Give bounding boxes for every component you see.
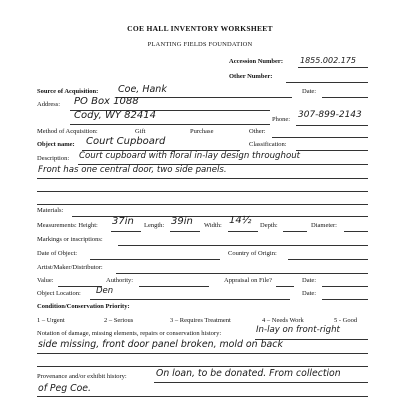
notation-label: Notation of damage, missing elements, repairs or conservation history: [37,330,222,337]
description-line-4 [37,204,368,205]
accession-line [298,67,368,68]
object-name-value: Court Cupboard [86,136,166,147]
location-date-label: Date: [302,290,317,297]
diameter-label: Diameter: [311,222,337,229]
value-date-line [322,286,368,287]
other-number-line [286,82,368,83]
provenance-label: Provenance and/or exhibit history: [37,373,127,380]
condition-level-3: 3 – Requires Treatment [170,317,231,324]
source-value: Coe, Hank [118,84,167,95]
provenance-line-2 [37,396,368,397]
foundation-subtitle: PLANTING FIELDS FOUNDATION [147,41,253,48]
date-top-label: Date: [302,88,317,95]
description-value-1: Court cupboard with floral in-lay design throughout [79,151,301,161]
method-other-line [272,137,368,138]
notation-line-3 [37,366,368,367]
location-value: Den [96,286,114,296]
authority-line [139,286,209,287]
accession-value: 1855.002.175 [300,56,356,65]
condition-level-4: 4 – Needs Work [262,317,304,324]
depth-line [283,231,307,232]
appraisal-label: Appraisal on File? [224,277,273,284]
worksheet-title: COE HALL INVENTORY WORKSHEET [127,24,273,33]
phone-label: Phone: [272,116,291,123]
notation-value-1: In-lay on front-right [256,325,340,335]
measurements-label: Measurements: Height: [37,222,98,229]
country-line [288,259,368,260]
width-label: Width: [204,222,222,229]
diameter-line [344,231,368,232]
condition-title: Condition/Conservation Priority: [37,303,130,310]
provenance-value-2: of Peg Coe. [38,383,91,394]
artist-label: Artist/Maker/Distributor: [37,264,103,271]
provenance-value-1: On loan, to be donated. From collection [156,368,341,379]
width-line [228,231,258,232]
description-label: Description: [37,155,70,162]
notation-value-2: side missing, front door panel broken, mold on back [38,339,283,350]
phone-value: 307-899-2143 [298,110,362,120]
location-line [90,299,290,300]
country-label: Country of Origin: [228,250,277,257]
artist-line [116,273,368,274]
condition-level-1: 1 – Urgent [37,317,65,324]
address-line-2 [70,124,270,125]
location-label: Object Location: [37,290,81,297]
width-value: 14½ [229,215,252,226]
notation-line-2 [37,353,368,354]
address-value-2: Cody, WY 82414 [74,110,156,121]
classification-label: Classification: [249,141,287,148]
depth-label: Depth: [260,222,278,229]
date-of-object-line [90,259,220,260]
address-label: Address: [37,101,61,108]
description-line-3 [37,191,368,192]
height-line [111,231,141,232]
value-date-label: Date: [302,277,317,284]
source-line [116,97,292,98]
appraisal-line [276,286,294,287]
date-top-line [322,97,368,98]
accession-label: Accession Number: [229,58,283,65]
object-name-label: Object name: [37,141,75,148]
value-label: Value: [37,277,54,284]
provenance-line-1 [154,382,368,383]
height-value: 37in [112,216,134,227]
source-label: Source of Acquisition: [37,88,99,95]
method-purchase: Purchase [190,128,214,135]
date-of-object-label: Date of Object: [37,250,78,257]
markings-line [118,245,368,246]
condition-level-5: 5 - Good [334,317,358,324]
description-line-2 [37,178,368,179]
description-value-2: Front has one central door, two side panels. [38,165,227,175]
method-gift: Gift [135,128,146,135]
classification-line [296,150,368,151]
authority-label: Authority: [106,277,134,284]
length-line [170,231,200,232]
length-value: 39in [171,216,193,227]
method-label: Method of Acquisition: [37,128,98,135]
phone-line [296,125,368,126]
length-label: Length: [144,222,165,229]
markings-label: Markings or inscriptions: [37,236,103,243]
address-value-1: PO Box 1088 [74,96,139,107]
location-date-line [322,299,368,300]
other-number-label: Other Number: [229,73,273,80]
method-other: Other: [249,128,266,135]
materials-label: Materials: [37,207,64,214]
condition-level-2: 2 – Serious [104,317,134,324]
